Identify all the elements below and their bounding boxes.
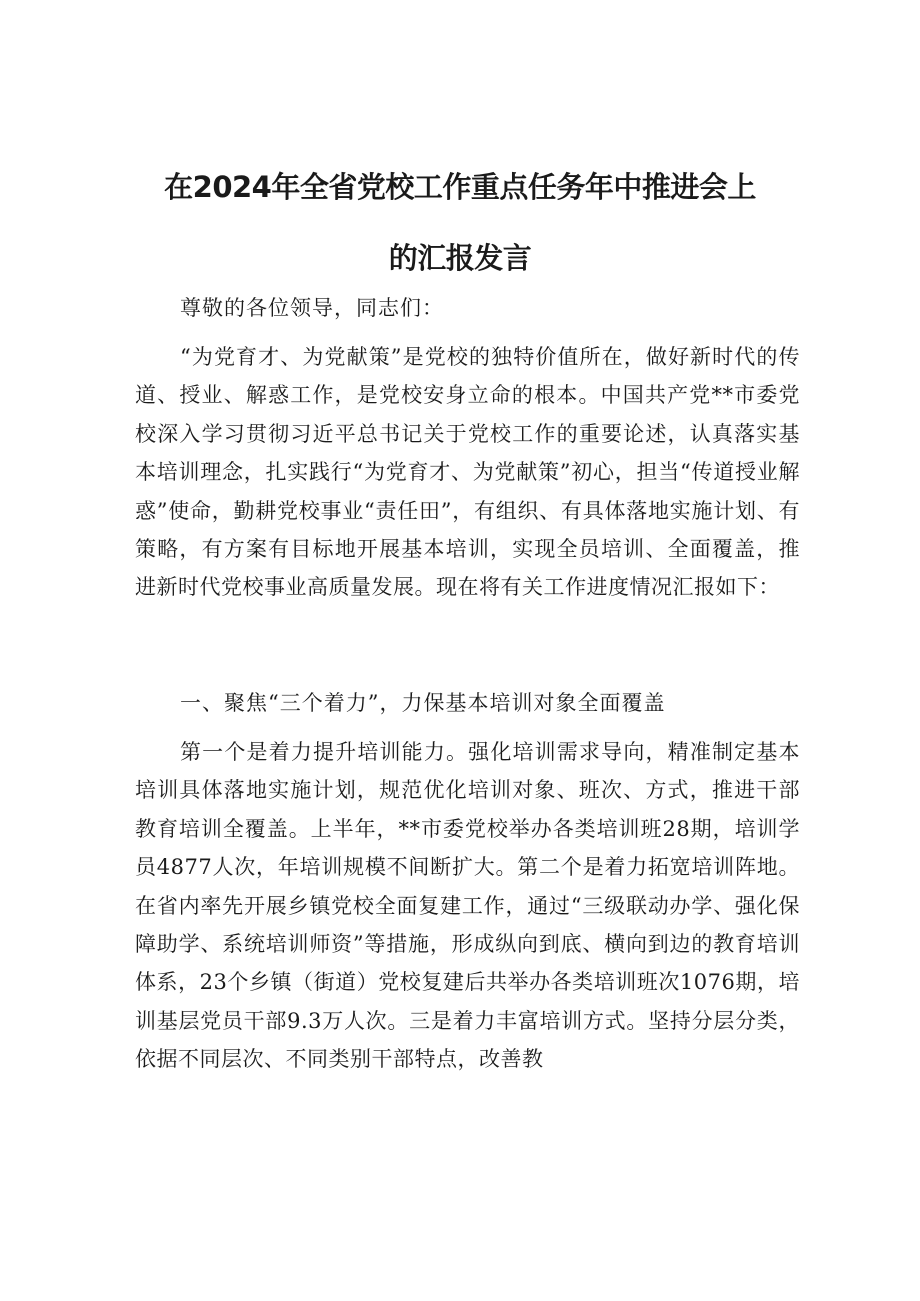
salutation: 尊敬的各位领导，同志们： bbox=[180, 296, 444, 320]
document-title-line-1: 在2024年全省党校工作重点任务年中推进会上 bbox=[164, 170, 756, 204]
section-heading: 一、聚焦“三个着力”，力保基本培训对象全面覆盖 bbox=[180, 691, 666, 715]
intro-paragraph: “为党育才、为党献策”是党校的独特价值所在，做好新时代的传道、授业、解惑工作，是党校安身立命的根本。中国共产党**市委党校深入学习贯彻习近平总书记关于党校工作的重要论述，认真落实基本培训理念，扎实践行“为党育才、为党献策”初心，担当“传道授业解惑”使命，勤耕党校事业“责任田”，有组织、有具体落地实施计划、有策略，有方案有目标地开展基本培训，实现全员培训、全面覆盖，推进新时代党校事业高质量发展。现在将有关工作进度情况汇报如下： bbox=[135, 345, 800, 600]
section-paragraph: 第一个是着力提升培训能力。强化培训需求导向，精准制定基本培训具体落地实施计划，规范优化培训对象、班次、方式，推进干部教育培训全覆盖。上半年，**市委党校举办各类培训班28期，培训学员4877人次，年培训规模不间断扩大。第二个是着力拓宽培训阵地。在省内率先开展乡镇党校全面复建工作，通过“三级联动办学、强化保障助学、系统培训师资”等措施，形成纵向到底、横向到边的教育培训体系，23个乡镇（街道）党校复建后共举办各类培训班次1076期，培训基层党员干部9.3万人次。三是着力丰富培训方式。坚持分层分类，依据不同层次、不同类别干部特点，改善教 bbox=[135, 740, 800, 1072]
document-title-line-2: 的汇报发言 bbox=[388, 241, 532, 275]
